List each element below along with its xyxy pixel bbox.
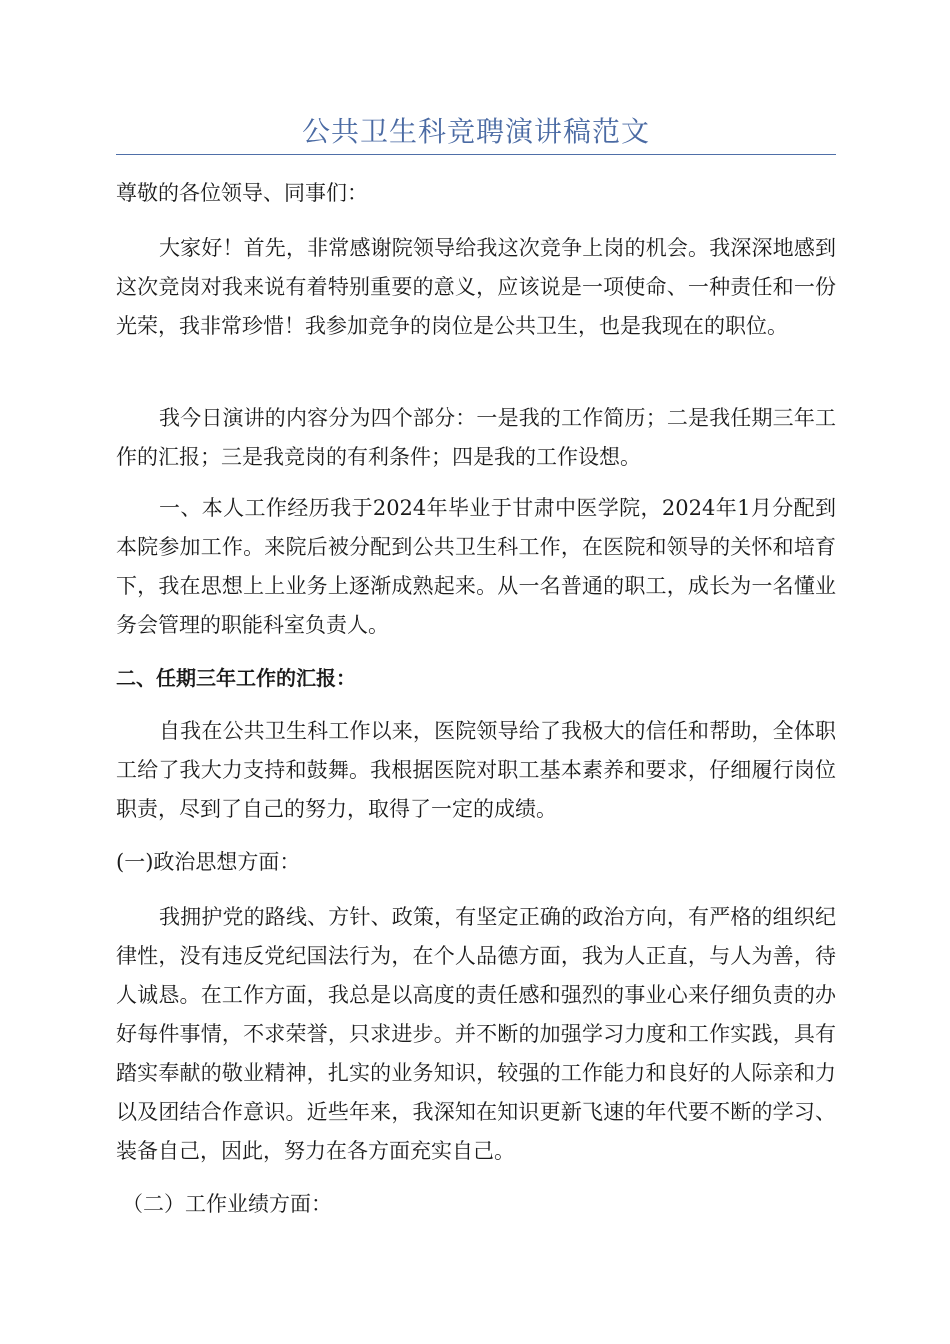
paragraph-intro: 大家好！首先，非常感谢院领导给我这次竞争上岗的机会。我深深地感到这次竞岗对我来说有着特别重要的意义，应该说是一项使命、一种责任和一份光荣，我非常珍惜！我参加竞争的岗位是公共卫生，也是我现在的职位。 — [116, 236, 836, 338]
section-heading-report: 二、任期三年工作的汇报： — [116, 666, 356, 690]
paragraph-report: 自我在公共卫生科工作以来，医院领导给了我极大的信任和帮助，全体职工给了我大力支持和鼓舞。我根据医院对职工基本素养和要求，仔细履行岗位职责，尽到了自己的努力，取得了一定的成绩。 — [116, 719, 836, 821]
paragraph-work-history: 一、本人工作经历我于2024年毕业于甘肃中医学院，2024年1月分配到本院参加工作。来院后被分配到公共卫生科工作，在医院和领导的关怀和培育下，我在思想上上业务上逐渐成熟起来。从一名普通的职工，成长为一名懂业务会管理的职能科室负责人。 — [116, 496, 836, 637]
subheading-political: (一)政治思想方面： — [116, 850, 301, 874]
subheading-performance: （二）工作业绩方面： — [122, 1192, 332, 1216]
paragraph-outline: 我今日演讲的内容分为四个部分：一是我的工作简历；二是我任期三年工作的汇报；三是我竞岗的有利条件；四是我的工作设想。 — [116, 406, 836, 469]
paragraph-political: 我拥护党的路线、方针、政策，有坚定正确的政治方向，有严格的组织纪律性，没有违反党纪国法行为，在个人品德方面，我为人正直，与人为善，待人诚恳。在工作方面，我总是以高度的责任感和强烈的事业心来仔细负责的办好每件事情，不求荣誉，只求进步。并不断的加强学习力度和工作实践，具有踏实奉献的敬业精神，扎实的业务知识，较强的工作能力和良好的人际亲和力以及团结合作意识。近些年来，我深知在知识更新飞速的年代要不断的学习、装备自己，因此，努力在各方面充实自己。 — [116, 905, 836, 1163]
greeting: 尊敬的各位领导、同事们： — [116, 181, 368, 205]
document-title: 公共卫生科竞聘演讲稿范文 — [301, 115, 650, 148]
title-underline — [116, 154, 836, 155]
